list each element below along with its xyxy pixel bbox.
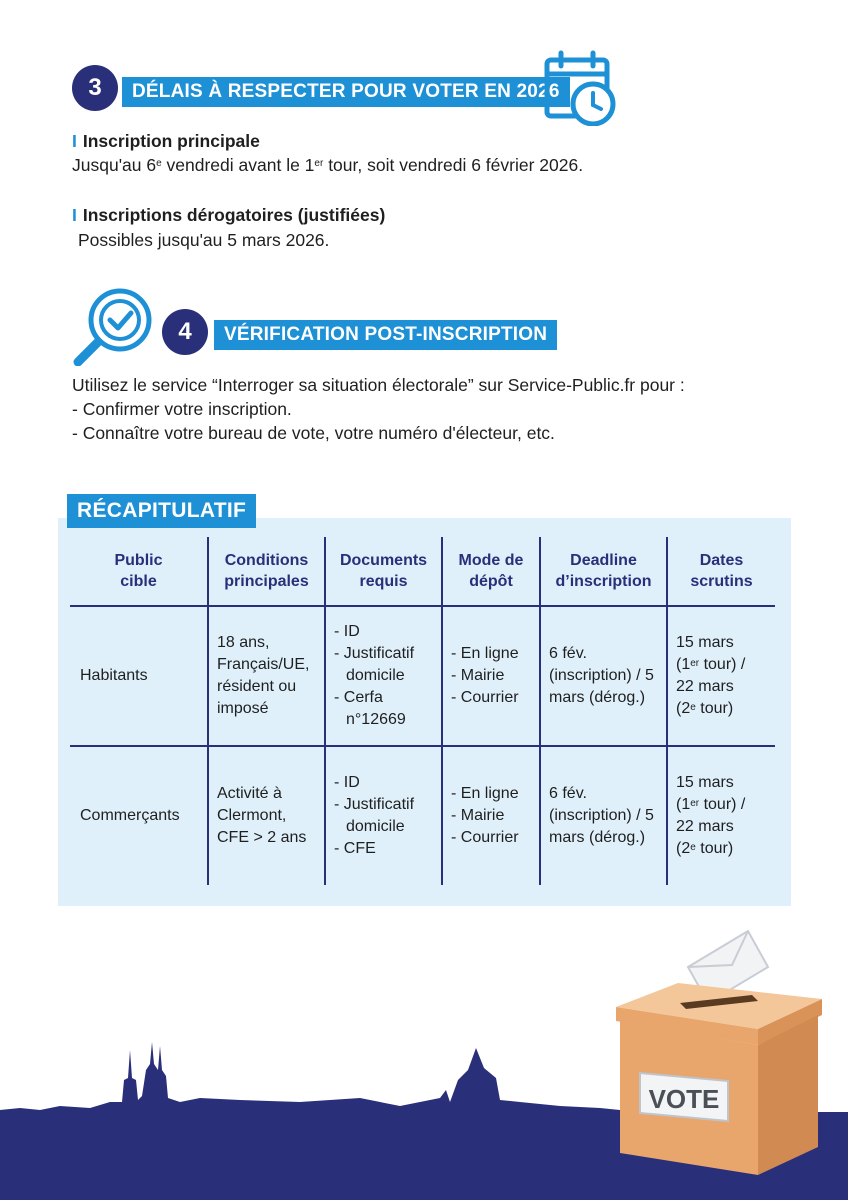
list-item: - Mairie	[451, 807, 505, 824]
inscription-principale-text: Jusqu'au 6e vendredi avant le 1er tour, soit vendredi 6 février 2026.	[72, 155, 584, 175]
cell-dates: 15 mars (1er tour) / 22 mars (2e tour)	[667, 746, 775, 885]
cell-conditions: Activité à Clermont, CFE > 2 ans	[208, 746, 325, 885]
cell-deadline: 6 fév. (inscription) / 5 mars (dérog.)	[540, 746, 667, 885]
cell-conditions: 18 ans, Français/UE, résident ou imposé	[208, 606, 325, 746]
cell-documents	[325, 606, 442, 746]
cell-deadline: 6 fév. (inscription) / 5 mars (dérog.)	[540, 606, 667, 746]
cell-documents	[325, 746, 442, 885]
list-item: - Justificatif domicile	[334, 645, 415, 684]
section-3-number: 3	[72, 65, 118, 111]
header-conditions: Conditions principales	[208, 537, 325, 606]
list-item: - CFE	[334, 840, 376, 857]
verification-intro: Utilisez le service “Interroger sa situation électorale” sur Service-Public.fr pour :	[72, 375, 685, 395]
list-item: - ID	[334, 774, 360, 791]
table-header-row	[70, 537, 775, 606]
list-item: - Courrier	[451, 689, 519, 706]
list-item: - En ligne	[451, 785, 519, 802]
magnifier-check-icon	[72, 286, 158, 366]
inscription-principale-heading: I Inscription principale	[72, 131, 260, 151]
verification-bullet: - Confirmer votre inscription.	[72, 399, 292, 419]
calendar-clock-icon	[543, 50, 619, 126]
cell-public: Habitants	[70, 606, 208, 746]
header-documents: Documents requis	[325, 537, 442, 606]
section-3-title: DÉLAIS À RESPECTER POUR VOTER EN 2026	[122, 77, 570, 107]
inscriptions-derogatoires-text: Possibles jusqu'au 5 mars 2026.	[78, 230, 330, 250]
list-item: - Cerfa n°12669	[334, 689, 406, 728]
list-item: - En ligne	[451, 645, 519, 662]
cell-public: Commerçants	[80, 807, 180, 824]
inscriptions-derogatoires-heading: I Inscriptions dérogatoires (justifiées)	[72, 205, 386, 225]
header-deadline: Deadline d’inscription	[540, 537, 667, 606]
header-public: Public cible	[70, 537, 208, 606]
ballot-box-label: VOTE	[648, 1084, 720, 1114]
recap-label: RÉCAPITULATIF	[67, 494, 256, 528]
list-item: - ID	[334, 623, 360, 640]
header-mode: Mode de dépôt	[442, 537, 540, 606]
list-item: - Courrier	[451, 829, 519, 846]
section-4-number: 4	[162, 309, 208, 355]
recap-table	[70, 537, 775, 885]
table-row	[70, 606, 775, 746]
cell-dates: 15 mars (1er tour) / 22 mars (2e tour)	[667, 606, 775, 746]
section-4-title: VÉRIFICATION POST-INSCRIPTION	[214, 320, 557, 350]
verification-bullet: - Connaître votre bureau de vote, votre numéro d'électeur, etc.	[72, 423, 555, 443]
table-row	[70, 746, 775, 885]
header-dates: Dates scrutins	[667, 537, 775, 606]
cell-mode	[442, 606, 540, 746]
list-item: - Mairie	[451, 667, 505, 684]
ballot-box-icon	[608, 925, 830, 1180]
cell-mode	[442, 746, 540, 885]
list-item: - Justificatif domicile	[334, 796, 415, 835]
